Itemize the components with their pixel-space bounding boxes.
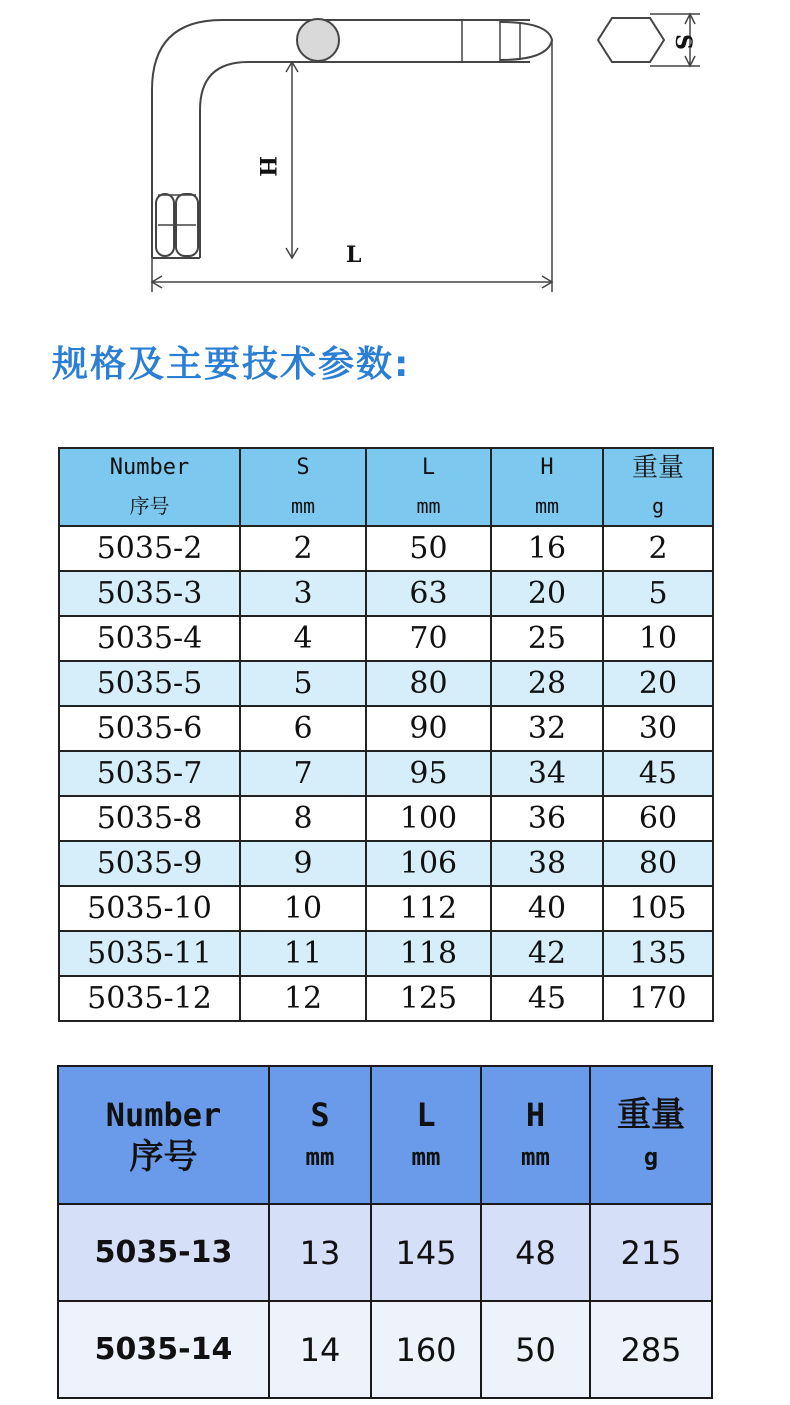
table-cell: 36 (491, 796, 603, 841)
table-row (59, 571, 713, 616)
table-row (58, 1204, 712, 1301)
header-number: Number 序号 (58, 1066, 269, 1204)
table-cell: 5035-12 (59, 976, 240, 1021)
table-cell: 45 (491, 976, 603, 1021)
table-cell: 10 (240, 886, 366, 931)
table-cell: 28 (491, 661, 603, 706)
header-h: H mm (491, 448, 603, 526)
table-cell: 45 (603, 751, 713, 796)
hex-key-drawing (0, 0, 790, 300)
table-cell: 5035-3 (59, 571, 240, 616)
table-cell: 12 (240, 976, 366, 1021)
table-row (59, 526, 713, 571)
table-cell: 5035-13 (58, 1204, 269, 1301)
table-cell: 5035-10 (59, 886, 240, 931)
table-cell: 70 (366, 616, 491, 661)
hex-profile (598, 18, 664, 62)
table-cell: 3 (240, 571, 366, 616)
table-cell: 112 (366, 886, 491, 931)
table-cell: 105 (603, 886, 713, 931)
header-h: H mm (481, 1066, 590, 1204)
table-cell: 63 (366, 571, 491, 616)
table-cell: 25 (491, 616, 603, 661)
table-cell: 285 (590, 1301, 712, 1398)
table-cell: 9 (240, 841, 366, 886)
table-cell: 11 (240, 931, 366, 976)
table-cell: 80 (366, 661, 491, 706)
table-cell: 16 (491, 526, 603, 571)
table-cell: 14 (269, 1301, 371, 1398)
table-cell: 5 (603, 571, 713, 616)
table-body (59, 526, 713, 1021)
dimension-s-label: S (670, 34, 696, 50)
table-cell: 50 (366, 526, 491, 571)
table-cell: 5035-6 (59, 706, 240, 751)
table-cell: 5035-11 (59, 931, 240, 976)
table-cell: 5035-9 (59, 841, 240, 886)
table-cell: 50 (481, 1301, 590, 1398)
dimension-h-label: H (254, 156, 280, 177)
table-cell: 5035-2 (59, 526, 240, 571)
header-s: S mm (240, 448, 366, 526)
table-row (59, 616, 713, 661)
hex-key-diagram (0, 0, 790, 300)
dimension-l-label: L (346, 242, 362, 268)
key-outer-edge (152, 20, 530, 258)
table-row (59, 661, 713, 706)
spec-heading: 规格及主要技术参数: (52, 344, 411, 385)
table-cell: 80 (603, 841, 713, 886)
table-cell: 125 (366, 976, 491, 1021)
table-cell: 170 (603, 976, 713, 1021)
table-cell: 7 (240, 751, 366, 796)
key-inner-edge (200, 62, 530, 258)
table-header-row (59, 448, 713, 526)
table-cell: 100 (366, 796, 491, 841)
table-row (59, 886, 713, 931)
table-cell: 135 (603, 931, 713, 976)
table-cell: 95 (366, 751, 491, 796)
table-cell: 8 (240, 796, 366, 841)
header-l: L mm (366, 448, 491, 526)
header-number: Number 序号 (59, 448, 240, 526)
table-cell: 2 (603, 526, 713, 571)
rod-end-circle (297, 19, 339, 61)
table-cell: 13 (269, 1204, 371, 1301)
table-row (58, 1301, 712, 1398)
table-cell: 5035-5 (59, 661, 240, 706)
table-cell: 60 (603, 796, 713, 841)
table-cell: 38 (491, 841, 603, 886)
table-cell: 30 (603, 706, 713, 751)
table-row (59, 796, 713, 841)
table-cell: 5035-14 (58, 1301, 269, 1398)
table-body (58, 1204, 712, 1398)
header-l: L mm (371, 1066, 481, 1204)
table-cell: 20 (491, 571, 603, 616)
table-cell: 160 (371, 1301, 481, 1398)
table-cell: 5035-7 (59, 751, 240, 796)
table-cell: 10 (603, 616, 713, 661)
table-row (59, 706, 713, 751)
table-cell: 4 (240, 616, 366, 661)
table-cell: 42 (491, 931, 603, 976)
table-row (59, 931, 713, 976)
table-row (59, 841, 713, 886)
spec-table-large (57, 1065, 713, 1399)
table-cell: 5035-8 (59, 796, 240, 841)
table-cell: 106 (366, 841, 491, 886)
table-cell: 118 (366, 931, 491, 976)
header-s: S mm (269, 1066, 371, 1204)
table-row (59, 976, 713, 1021)
table-cell: 6 (240, 706, 366, 751)
table-cell: 215 (590, 1204, 712, 1301)
table-cell: 90 (366, 706, 491, 751)
header-weight: 重量 g (590, 1066, 712, 1204)
table-cell: 5 (240, 661, 366, 706)
table-cell: 20 (603, 661, 713, 706)
table-cell: 32 (491, 706, 603, 751)
table-cell: 145 (371, 1204, 481, 1301)
table-cell: 34 (491, 751, 603, 796)
ball-end (500, 22, 552, 60)
header-weight: 重量 g (603, 448, 713, 526)
table-cell: 48 (481, 1204, 590, 1301)
table-header-row (58, 1066, 712, 1204)
table-cell: 2 (240, 526, 366, 571)
table-cell: 40 (491, 886, 603, 931)
table-row (59, 751, 713, 796)
table-cell: 5035-4 (59, 616, 240, 661)
spec-table-small (58, 447, 714, 1022)
long-arm-lines (462, 20, 500, 62)
